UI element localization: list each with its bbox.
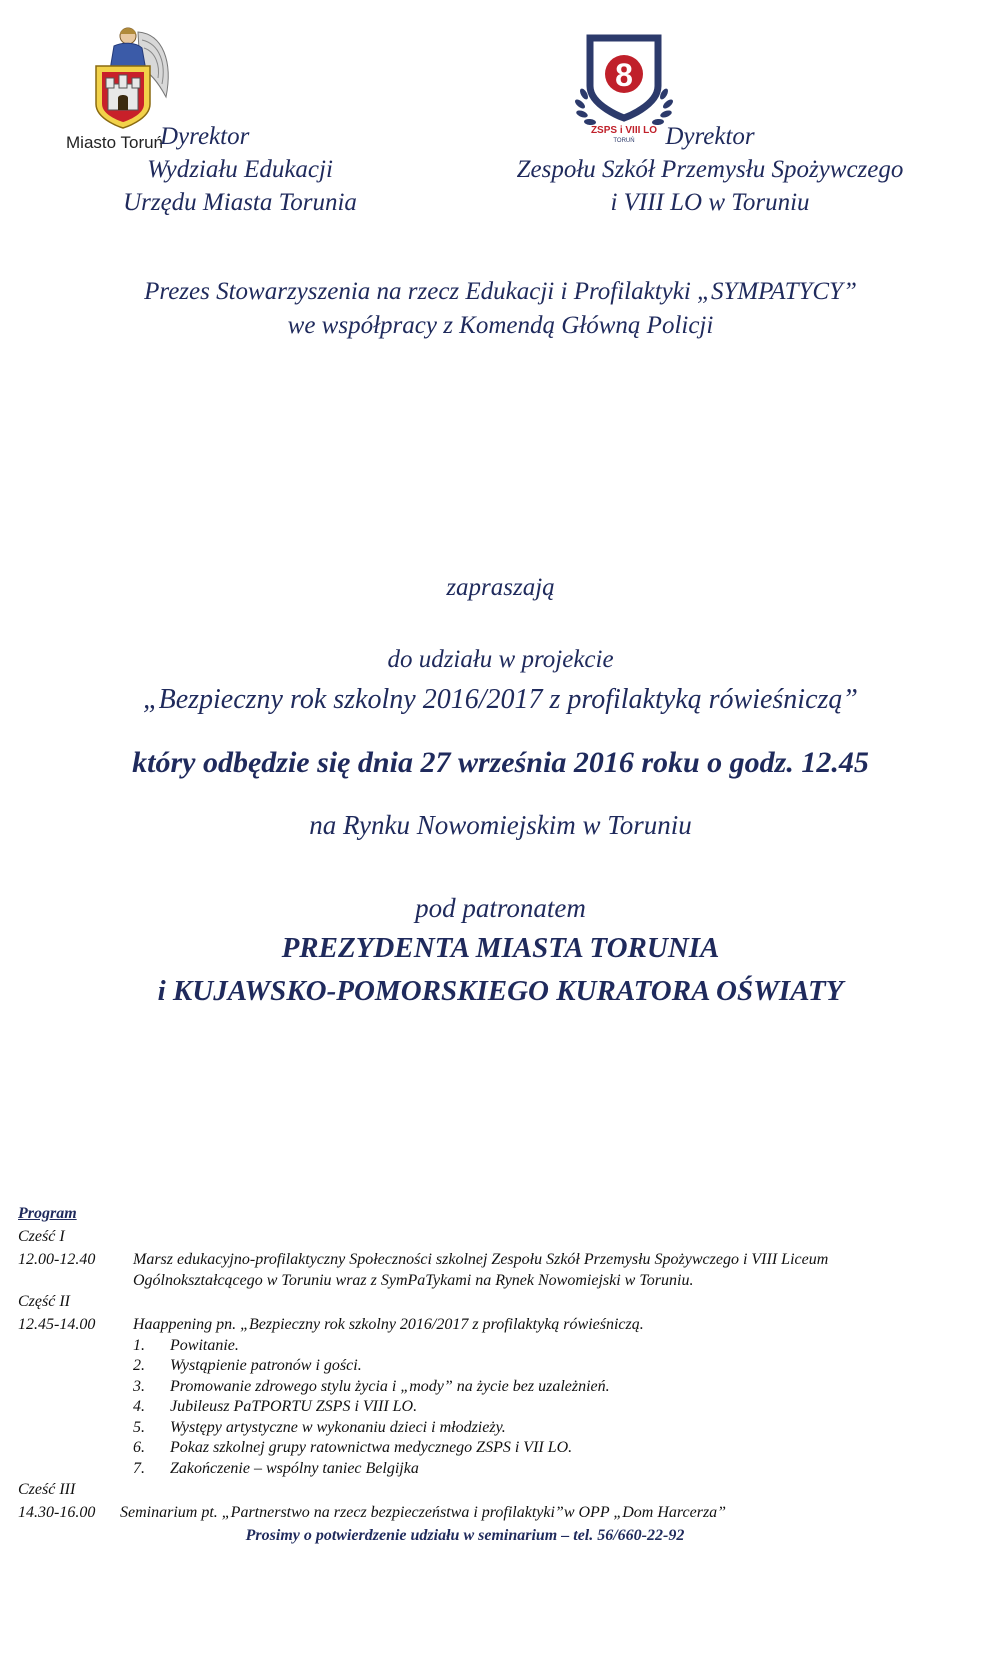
patron-curator: i KUJAWSKO-POMORSKIEGO KURATORA OŚWIATY (157, 975, 844, 1007)
intro-line1: Prezes Stowarzyszenia na rzecz Edukacji i Profilaktyki „SYMPATYCY” (144, 278, 857, 305)
program-item-num: 2. (133, 1357, 145, 1374)
logo-city-text: TORUŃ (613, 138, 635, 144)
program-item-num: 7. (133, 1460, 145, 1477)
program-part3-time: 14.30-16.00 (18, 1504, 96, 1521)
program-item-text: Jubileusz PaTPORTU ZSPS i VIII LO. (170, 1398, 418, 1415)
intro-line2: we współpracy z Komendą Główną Policji (287, 312, 714, 339)
program-heading: Program (18, 1205, 77, 1222)
left-header-line2: Wydziału Edukacji (147, 156, 333, 183)
program-part3-desc: Seminarium pt. „Partnerstwo na rzecz bezpieczeństwa i profilaktyki”w OPP „Dom Harcerza” (120, 1504, 727, 1521)
program-item-text: Zakończenie – wspólny taniec Belgijka (170, 1460, 419, 1477)
right-header-line1: Dyrektor (665, 123, 755, 150)
program-item-text: Wystąpienie patronów i gości. (170, 1357, 362, 1374)
invite-zapraszaja: zapraszają (446, 574, 555, 601)
program-item-num: 4. (133, 1398, 145, 1415)
patronage-label: pod patronatem (415, 893, 586, 923)
program-part2-time: 12.45-14.00 (18, 1316, 96, 1333)
left-header-line1: Dyrektor (160, 123, 250, 150)
program-part2-desc: Haappening pn. „Bezpieczny rok szkolny 2016/2017 z profilaktyką rówieśniczą. (133, 1316, 644, 1333)
patron-president: PREZYDENTA MIASTA TORUNIA (281, 932, 720, 964)
seminar-confirmation: Prosimy o potwierdzenie udziału w seminarium – tel. 56/660-22-92 (245, 1527, 685, 1544)
program-item-num: 3. (133, 1378, 145, 1395)
program-part1-time: 12.00-12.40 (18, 1251, 96, 1268)
program-item-text: Promowanie zdrowego stylu życia i „mody” na życie bez uzależnień. (170, 1378, 610, 1395)
left-header-line3: Urzędu Miasta Torunia (123, 189, 357, 216)
project-title: „Bezpieczny rok szkolny 2016/2017 z profilaktyką rówieśniczą” (143, 684, 858, 715)
event-date-line: który odbędzie się dnia 27 września 2016 roku o godz. 12.45 (132, 746, 869, 779)
program-part1-desc-line1: Marsz edukacyjno-profilaktyczny Społeczności szkolnej Zespołu Szkół Przemysłu Spożywczego i VIII Liceum (133, 1251, 829, 1268)
logo-number: 8 (615, 57, 633, 93)
program-part2: Część II (18, 1293, 70, 1310)
program-part3: Cześć III (18, 1481, 76, 1498)
program-item-num: 1. (133, 1337, 145, 1354)
torun-logo-caption: Miasto Toruń (66, 133, 164, 152)
program-item-text: Powitanie. (170, 1337, 239, 1354)
program-item-num: 6. (133, 1439, 145, 1456)
right-header-line2: Zespołu Szkół Przemysłu Spożywczego (516, 156, 904, 183)
program-item-text: Pokaz szkolnej grupy ratownictwa medycznego ZSPS i VII LO. (170, 1439, 573, 1456)
logo-school-text: ZSPS i VIII LO (590, 125, 658, 136)
invite-do-udzialu: do udziału w projekcie (387, 646, 614, 673)
right-header-line3: i VIII LO w Toruniu (610, 189, 810, 216)
program-part1-desc-line2: Ogólnokształcącego w Toruniu wraz z SymPaTykami na Rynek Nowomiejski w Toruniu. (133, 1272, 694, 1289)
program-part1: Cześć I (18, 1228, 65, 1245)
event-place: na Rynku Nowomiejskim w Toruniu (309, 810, 692, 840)
program-item-num: 5. (133, 1419, 145, 1436)
program-item-text: Występy artystyczne w wykonaniu dzieci i młodzieży. (170, 1419, 506, 1436)
